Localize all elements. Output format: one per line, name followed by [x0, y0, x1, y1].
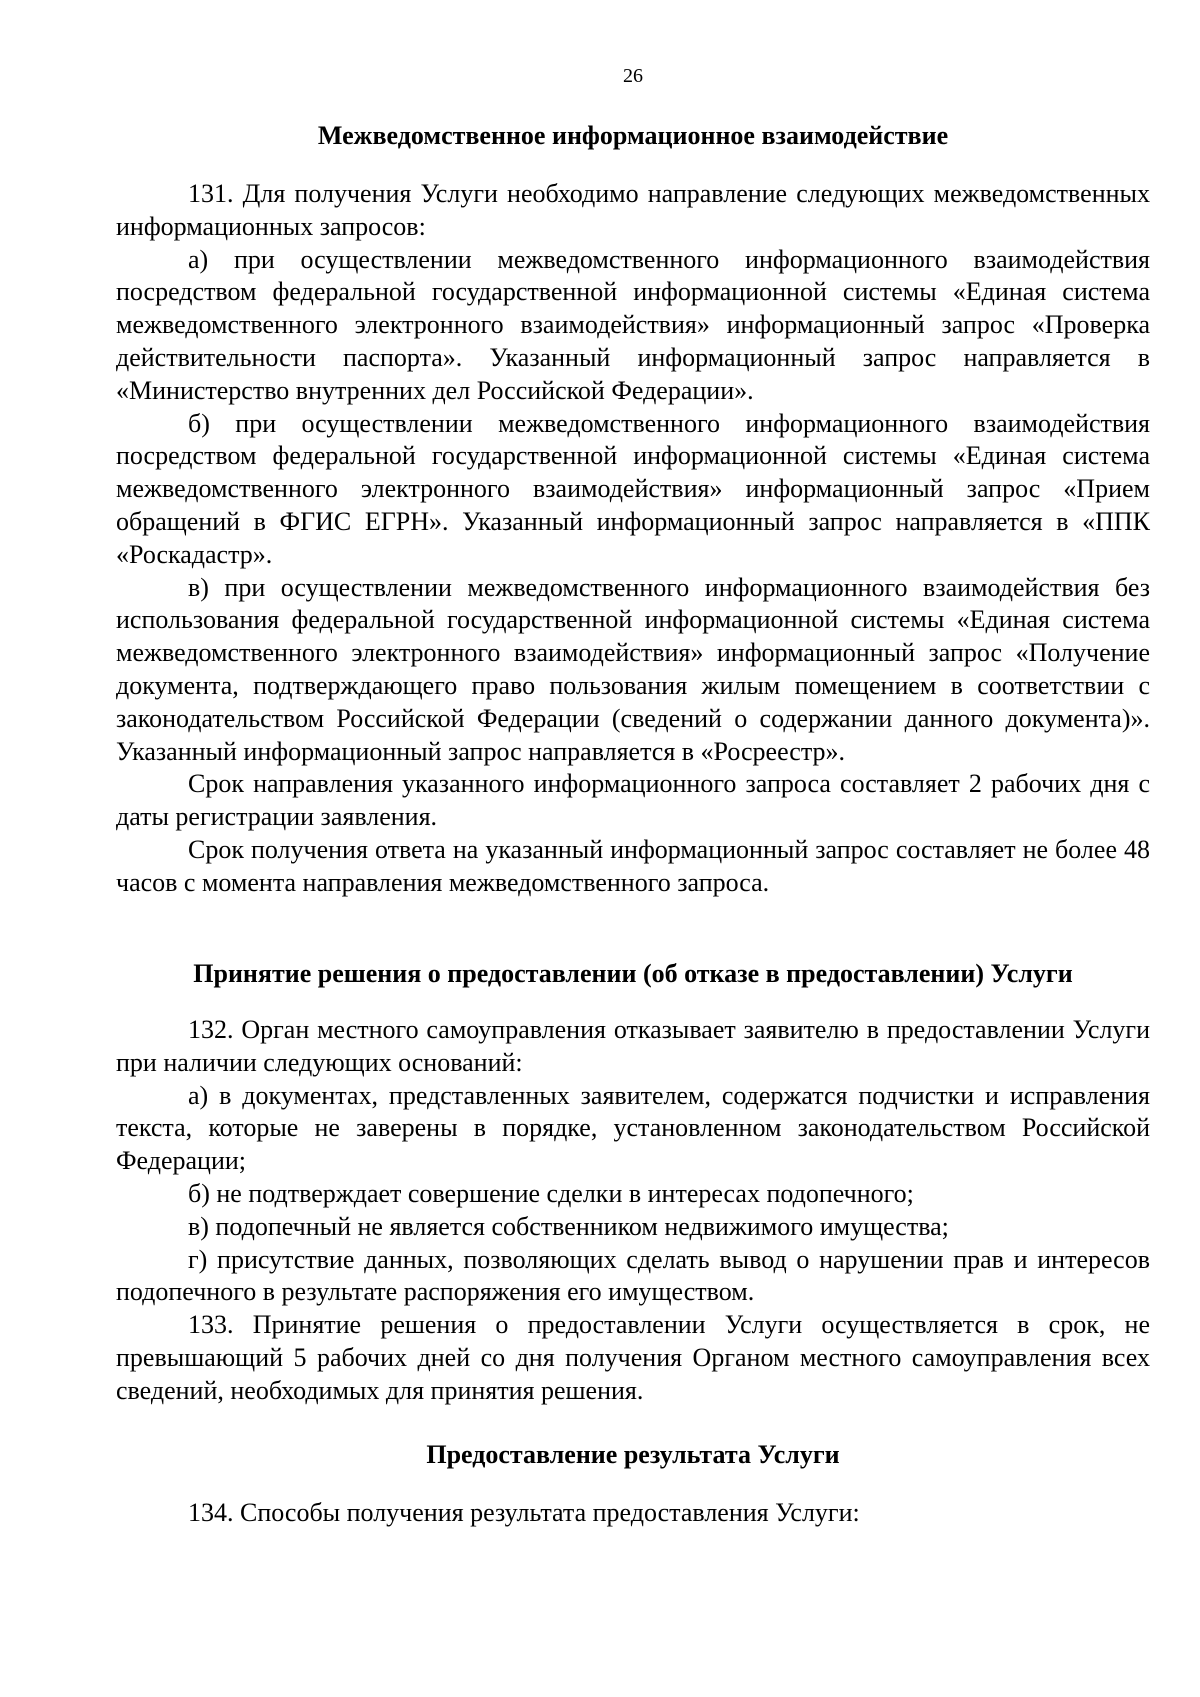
- paragraph-132: 132. Орган местного самоуправления отказывает заявителю в предоставлении Услуги при наличии следующих оснований:: [116, 1015, 1150, 1077]
- paragraph-131-v: в) при осуществлении межведомственного информационного взаимодействия без использования федеральной государственной информационной системы «Единая система межведомственного электронного взаимодействия» информационный запрос «Получение документа, подтверждающего право пользования жилым помещением в соответствии с законодательством Российской Федерации (сведений о содержании данного документа)». Указанный информационный запрос направляется в «Росреестр».: [116, 572, 1150, 766]
- paragraph-133: 133. Принятие решения о предоставлении Услуги осуществляется в срок, не превышающий 5 рабочих дней со дня получения Органом местного самоуправления всех сведений, необходимых для принятия решения.: [116, 1310, 1150, 1405]
- paragraph-response-deadline: Срок получения ответа на указанный информационный запрос составляет не более 48 часов с момента направления межведомственного запроса.: [116, 834, 1150, 897]
- page-number: 26: [623, 65, 643, 87]
- paragraph-131-a: а) при осуществлении межведомственного информационного взаимодействия посредством федеральной государственной информационной системы «Единая система межведомственного электронного взаимодействия» информационный запрос «Проверка действительности паспорта». Указанный информационный запрос направляется в «Министерство внутренних дел Российской Федерации».: [116, 244, 1150, 405]
- section-body-decision: [116, 1014, 1150, 1408]
- section-body-interagency: [116, 178, 1150, 900]
- paragraph-132-b: б) не подтверждает совершение сделки в интересах подопечного;: [188, 1178, 914, 1208]
- paragraph-131: 131. Для получения Услуги необходимо направление следующих межведомственных информационных запросов:: [116, 179, 1150, 241]
- paragraph-request-deadline: Срок направления указанного информационного запроса составляет 2 рабочих дня с даты регистрации заявления.: [116, 769, 1150, 832]
- paragraph-131-b: б) при осуществлении межведомственного информационного взаимодействия посредством федеральной государственной информационной системы «Единая система межведомственного электронного взаимодействия» информационный запрос «Прием обращений в ФГИС ЕГРН». Указанный информационный запрос направляется в «ППК «Роскадастр».: [116, 408, 1150, 569]
- section-heading-result: Предоставление результата Услуги: [426, 1440, 840, 1469]
- section-heading-decision: Принятие решения о предоставлении (об отказе в предоставлении) Услуги: [193, 959, 1073, 988]
- section-body-result: [116, 1497, 1150, 1530]
- paragraph-132-g: г) присутствие данных, позволяющих сделать вывод о нарушении прав и интересов подопечного в результате распоряжения его имуществом.: [116, 1244, 1150, 1307]
- paragraph-132-a: а) в документах, представленных заявителем, содержатся подчистки и исправления текста, которые не заверены в порядке, установленном законодательством Российской Федерации;: [116, 1080, 1150, 1176]
- paragraph-134: 134. Способы получения результата предоставления Услуги:: [188, 1498, 860, 1527]
- section-heading-interagency: Межведомственное информационное взаимодействие: [317, 121, 949, 150]
- paragraph-132-v: в) подопечный не является собственником недвижимого имущества;: [188, 1211, 949, 1241]
